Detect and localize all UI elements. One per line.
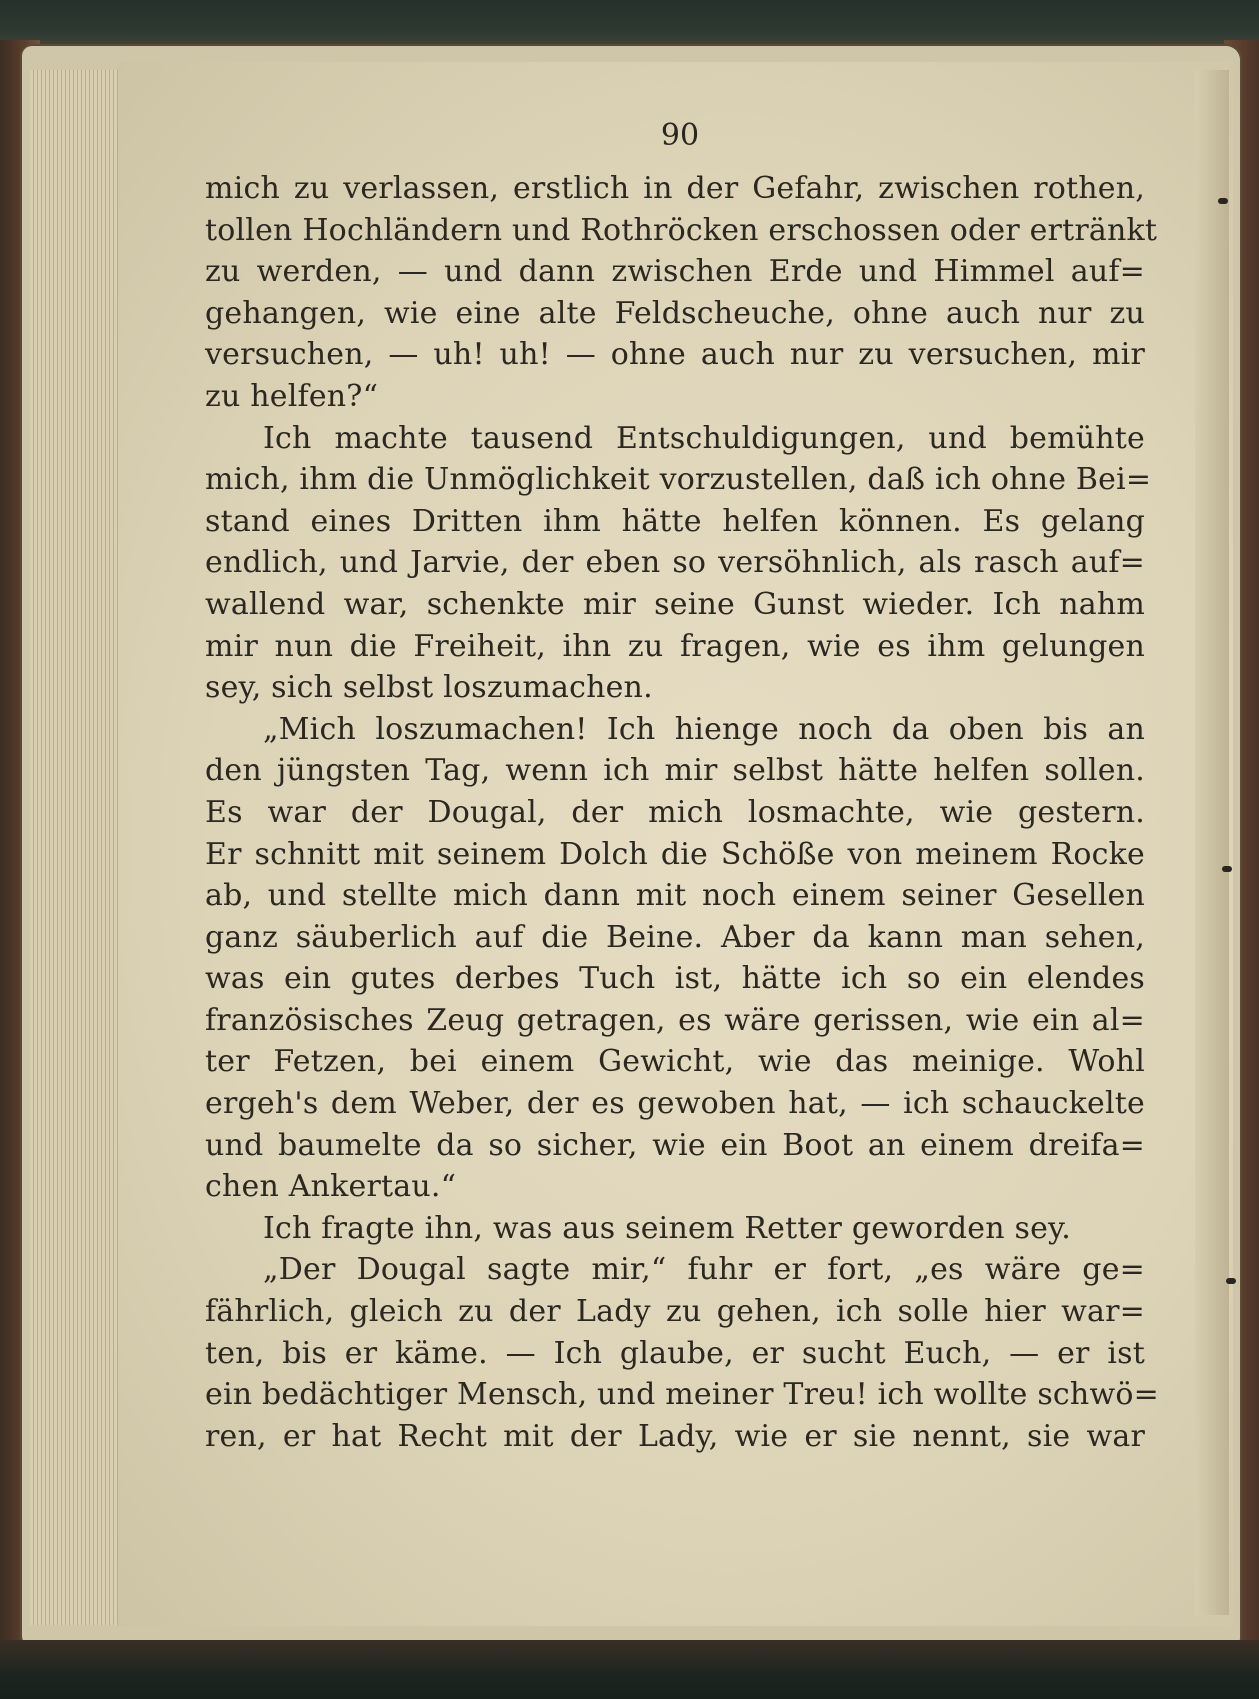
- page-gutter: [1195, 70, 1229, 1615]
- text-line: mich, ihm die Unmöglichkeit vorzustellen, daß ich ohne Bei=: [205, 462, 1152, 498]
- text-line: versuchen, — uh! uh! — ohne auch nur zu versuchen, mir: [205, 337, 1145, 373]
- text-line: ten, bis er käme. — Ich glaube, er sucht Euch, — er ist: [205, 1335, 1145, 1371]
- text-line: endlich, und Jarvie, der eben so versöhnlich, als rasch auf=: [205, 545, 1145, 581]
- page-text: [205, 168, 1159, 1457]
- text-line: was ein gutes derbes Tuch ist, hätte ich so ein elendes: [205, 961, 1145, 997]
- text-line: mich zu verlassen, erstlich in der Gefahr, zwischen rothen,: [205, 171, 1145, 206]
- text-line: „Der Dougal sagte mir,“ fuhr er fort, „es wäre ge=: [263, 1252, 1145, 1288]
- text-line: mir nun die Freiheit, ihn zu fragen, wie es ihm gelungen: [205, 628, 1145, 664]
- text-line: stand eines Dritten ihm hätte helfen können. Es gelang: [205, 503, 1145, 539]
- text-line: tollen Hochländern und Rothröcken erschossen oder ertränkt: [205, 212, 1158, 248]
- text-line: und baumelte da so sicher, wie ein Boot an einem dreifa=: [205, 1127, 1145, 1163]
- text-line: Ich machte tausend Entschuldigungen, und bemühte: [263, 420, 1145, 456]
- scan-bottom-edge: [0, 1640, 1259, 1699]
- text-line: sey, sich selbst loszumachen.: [205, 670, 653, 706]
- page-edges-stack: [30, 70, 120, 1625]
- text-line: ter Fetzen, bei einem Gewicht, wie das meinige. Wohl: [205, 1044, 1145, 1080]
- text-line: ein bedächtiger Mensch, und meiner Treu! ich wollte schwö=: [205, 1377, 1159, 1413]
- margin-mark: [1222, 866, 1232, 872]
- page-number: 90: [660, 118, 700, 153]
- margin-mark: [1226, 1278, 1236, 1284]
- text-line: ren, er hat Recht mit der Lady, wie er sie nennt, sie war: [205, 1418, 1145, 1454]
- text-line: wallend war, schenkte mir seine Gunst wieder. Ich nahm: [205, 586, 1145, 622]
- margin-mark: [1218, 198, 1228, 204]
- text-line: französisches Zeug getragen, es wäre gerissen, wie ein al=: [205, 1002, 1145, 1038]
- text-line: ganz säuberlich auf die Beine. Aber da kann man sehen,: [205, 919, 1145, 955]
- text-line: Er schnitt mit seinem Dolch die Schöße von meinem Rocke: [205, 836, 1145, 872]
- text-line: ab, und stellte mich dann mit noch einem seiner Gesellen: [205, 878, 1145, 914]
- text-line: chen Ankertau.“: [205, 1169, 457, 1205]
- text-line: zu helfen?“: [205, 378, 379, 414]
- text-line: Ich fragte ihn, was aus seinem Retter geworden sey.: [263, 1210, 1071, 1246]
- text-line: gehangen, wie eine alte Feldscheuche, ohne auch nur zu: [205, 295, 1145, 331]
- text-line: den jüngsten Tag, wenn ich mir selbst hätte helfen sollen.: [205, 753, 1145, 789]
- scan-top-edge: [0, 0, 1259, 48]
- text-line: Es war der Dougal, der mich losmachte, wie gestern.: [205, 794, 1145, 830]
- text-line: zu werden, — und dann zwischen Erde und Himmel auf=: [205, 254, 1145, 290]
- text-line: „Mich loszumachen! Ich hienge noch da oben bis an: [263, 711, 1145, 747]
- text-line: ergeh's dem Weber, der es gewoben hat, — ich schauckelte: [205, 1086, 1145, 1122]
- text-line: fährlich, gleich zu der Lady zu gehen, ich solle hier war=: [205, 1294, 1145, 1330]
